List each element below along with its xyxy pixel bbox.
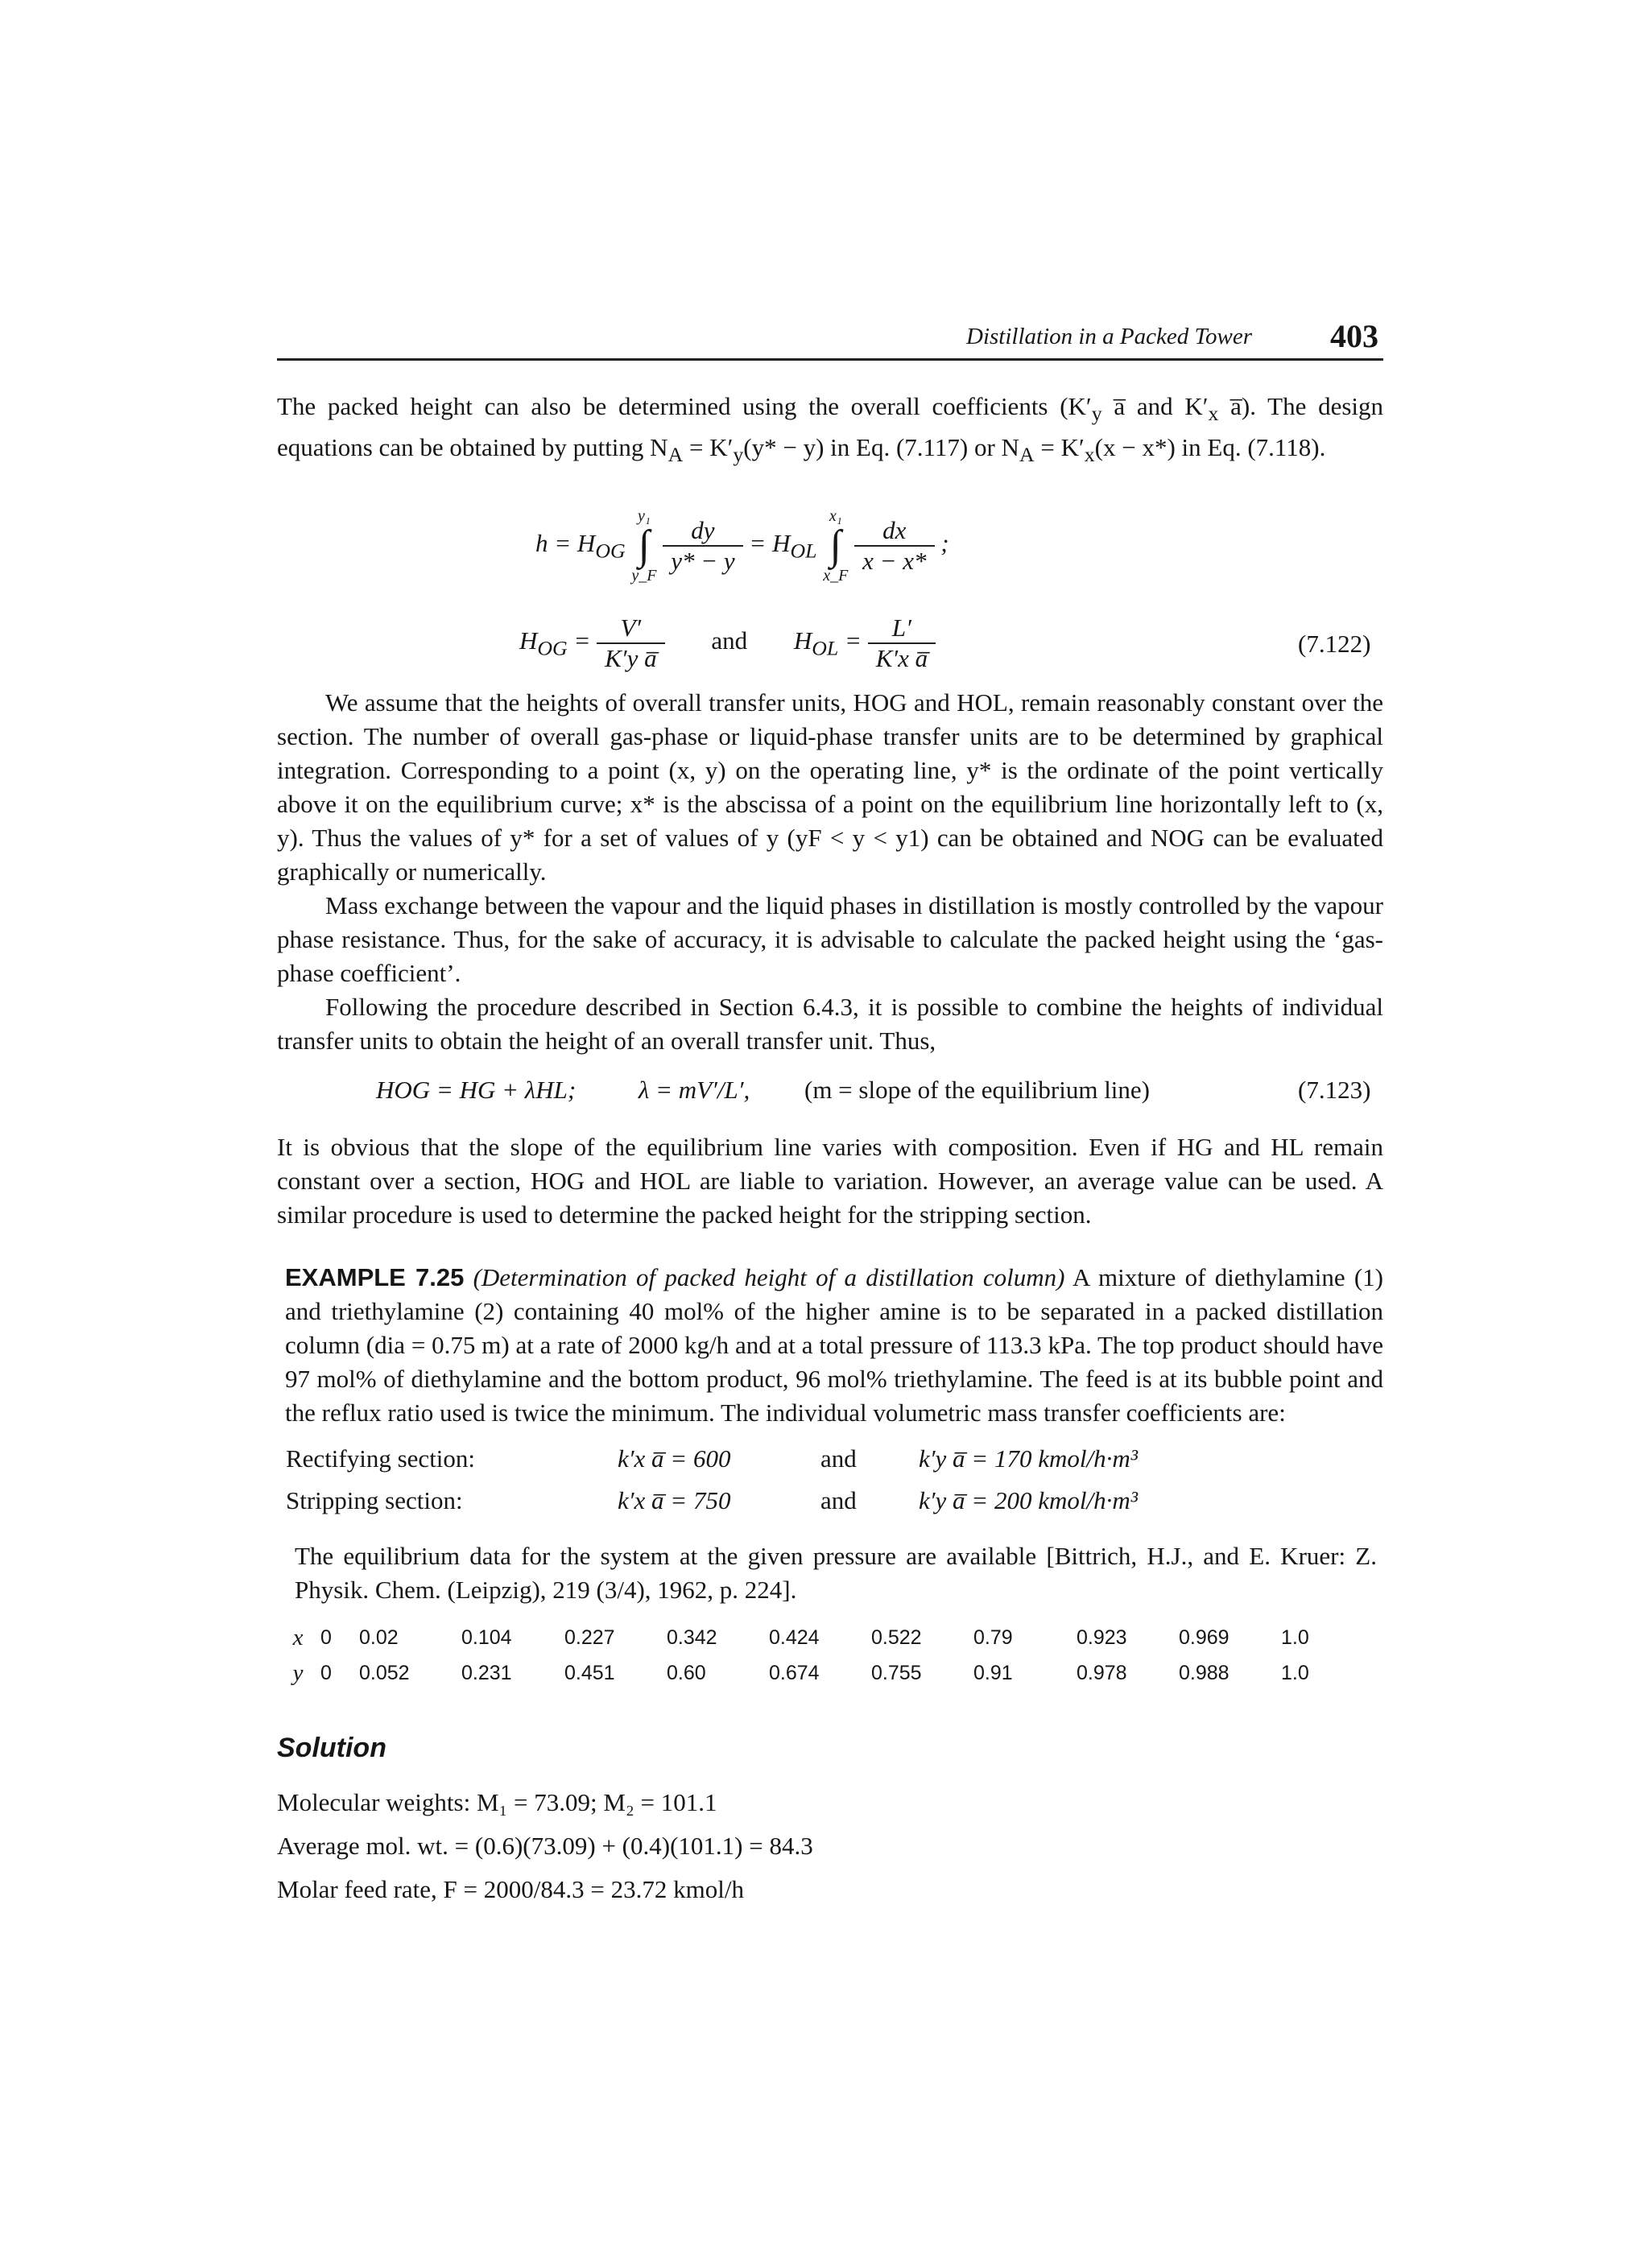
coef-row-stripping: Stripping section: k′x a̅ = 750 and k′y a̅ = 200 kmol/h·m³ [286, 1486, 1139, 1514]
paragraph-mass-exchange: Mass exchange between the vapour and the liquid phases in distillation is mostly controlled by the vapour phase resistance. Thus, for the sake of accuracy, it is advisable to calculate the packed height using the ‘gas-phase coefficient’. [277, 891, 1383, 987]
solution-line-molecular-weights: Molecular weights: M₁ = 73.09; M₂ = 101.1 [277, 1788, 717, 1816]
coefficient-table [285, 1438, 1139, 1522]
equation-number-7-122: (7.122) [1298, 630, 1371, 658]
paragraph-slope: It is obvious that the slope of the equilibrium line varies with composition. Even if HG and HL remain constant over a section, HOG and HOL are liable to variation. However, an average value can be used. A similar procedure is used to determine the packed height for the stripping section. [277, 1133, 1383, 1229]
fraction-dy: $\frac{dy}{y* - y}$ [663, 516, 742, 576]
equilibrium-data-table [283, 1620, 1329, 1691]
integral-y: y₁ ∫ y_F [631, 507, 657, 585]
solution-line-molar-feed-rate: Molar feed rate, F = 2000/84.3 = 23.72 kmol/h [277, 1875, 744, 1903]
example-7-25 [285, 1261, 1383, 1691]
running-header-title: Distillation in a Packed Tower [966, 324, 1252, 349]
header-rule [277, 358, 1383, 361]
paragraph-overall-units: We assume that the heights of overall transfer units, HOG and HOL, remain reasonably constant over the section. The number of overall gas-phase or liquid-phase transfer units are to be determined by graphical integration. Corresponding to a point (x, y) on the operating line, y* is the ordinate of the point vertically above it on the equilibrium curve; x* is the abscissa of a point on the equilibrium line horizontally left to (x, y). Thus the values of y* for a set of values of y (yF < y < y1) can be obtained and NOG can be evaluated graphically or numerically. [277, 688, 1383, 886]
fraction-dx: $\frac{dx}{x - x*}$ [854, 516, 934, 576]
equation-integral: $h = H_{OG}$ y₁ ∫ y_F $\frac{dy}{y* - y}$ = $H_{OL}$ x₁ ∫ x_F $\frac{dx}{x - x*}$ ; [535, 507, 949, 585]
coef-row-rectifying: Rectifying section: k′x a̅ = 600 and k′y a̅ = 170 kmol/h·m³ [286, 1444, 1139, 1473]
fraction-v-kya: $\frac{V'}{\text{K′y a̅}}$ [597, 613, 664, 673]
example-subtitle: (Determination of packed height of a distillation column) [473, 1263, 1065, 1291]
integral-x: x₁ ∫ x_F [823, 507, 849, 585]
intro-paragraph: The packed height can also be determined using the overall coefficients ($K'_y$ a̅ and $K'_x$ a̅). The design equations can be obtained by putting $N_A = K'_y(y* - y)$ in Eq. (7.117) or $N_A = K'_x(x - x*)$ in Eq. (7.118). [277, 392, 1384, 467]
table-row-y: y 0 0.052 0.231 0.451 0.60 0.674 0.755 0.91 0.978 0.988 1.0 [292, 1659, 1309, 1686]
example-statement: EXAMPLE 7.25 (Determination of packed height of a distillation column) A mixture of diethylamine (1) and triethylamine (2) containing 40 mol% of the higher amine is to be separated in a packed distillation column (dia = 0.75 m) at a rate of 2000 kg/h and at a total pressure of 113.3 kPa. The top product should have 97 mol% of diethylamine and the bottom product, 96 mol% triethylamine. The feed is at its bubble point and the reflux ratio used is twice the minimum. The individual volumetric mass transfer coefficients are: [285, 1263, 1383, 1427]
solution-line-average-mol-wt: Average mol. wt. = (0.6)(73.09) + (0.4)(101.1) = 84.3 [277, 1832, 813, 1860]
solution-heading: Solution [277, 1733, 386, 1763]
table-row-x: x 0 0.02 0.104 0.227 0.342 0.424 0.522 0.79 0.923 0.969 1.0 [292, 1624, 1309, 1650]
solution-body [277, 1781, 813, 1911]
paragraph-procedure: Following the procedure described in Section 6.4.3, it is possible to combine the heights of individual transfer units to obtain the height of an overall transfer unit. Thus, [277, 993, 1383, 1055]
example-label: EXAMPLE 7.25 [285, 1263, 465, 1291]
page-number: 403 [1330, 318, 1378, 354]
equation-7-123: HOG = HG + λHL; λ = mV′/L′, (m = slope of the equilibrium line) (7.123) [376, 1076, 1371, 1104]
equilibrium-source: The equilibrium data for the system at the given pressure are available [Bittrich, H.J., and E. Kruer: Z. Physik. Chem. (Leipzig), 219 (3/4), 1962, p. 224]. [295, 1542, 1377, 1604]
fraction-l-kxa: $\frac{L'}{\text{K′x a̅}}$ [868, 613, 936, 673]
equation-hog-hol: $H_{OG}$ = $\frac{V'}{\text{K′y a̅}}$ and $H_{OL}$ = $\frac{L'}{\text{K′x a̅}}$ [519, 613, 1002, 673]
